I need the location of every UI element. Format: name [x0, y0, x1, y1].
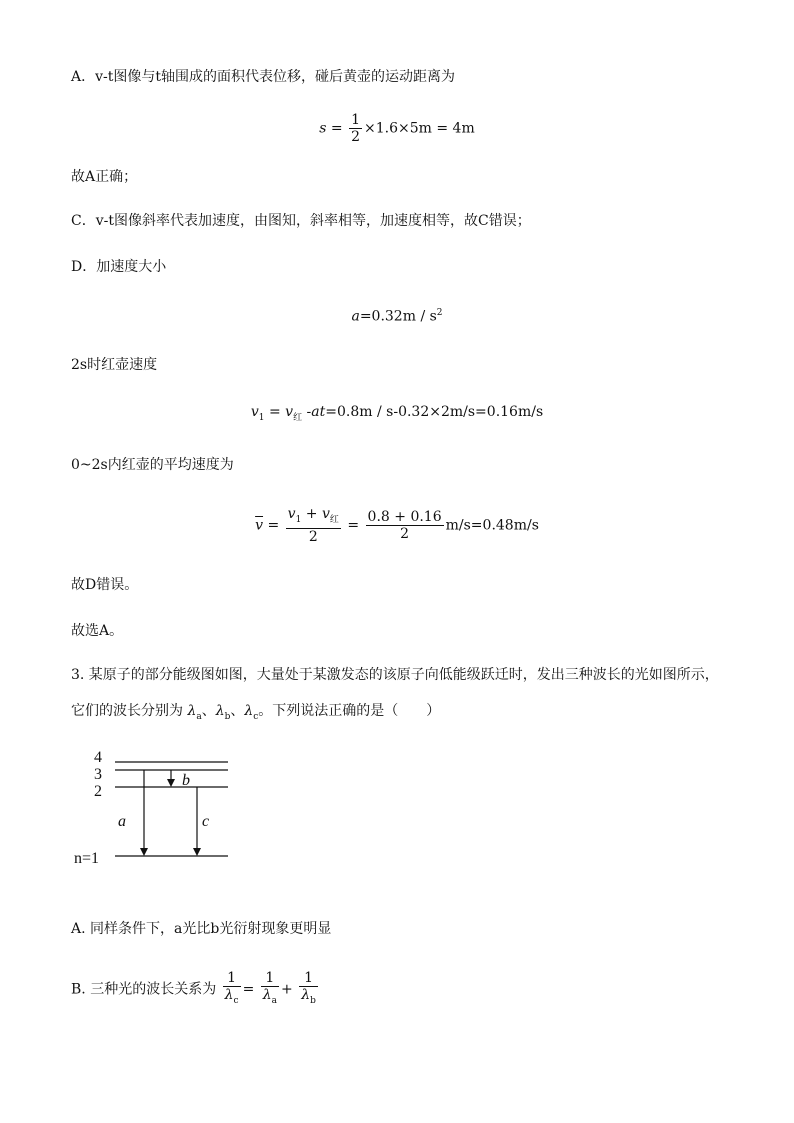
transition-a-label: a: [118, 813, 126, 830]
level-1-label: n=1: [74, 850, 100, 867]
formula-avg-velocity: $\overline{v}$ = $\frac{v_1 + v_红}{2}$ = $\frac{0.8 + 0.16}{2}$ m/s=0.48m/s: [255, 506, 539, 545]
formula-acceleration: $a=0.32m / s^2$: [351, 308, 443, 325]
option-a: A. 同样条件下，a光比b光衍射现象更明显: [71, 921, 332, 937]
avg-velocity-intro: 0~2s内红壶的平均速度为: [71, 457, 234, 473]
energy-level-diagram: [60, 742, 260, 872]
level-2-label: 2: [94, 783, 102, 800]
level-4-label: 4: [94, 749, 102, 766]
option-d-conclusion: 故D错误。: [71, 577, 139, 593]
transition-b-label: b: [182, 772, 190, 789]
option-d-intro: D．加速度大小: [71, 259, 167, 275]
option-c-analysis: C．v-t图像斜率代表加速度，由图知，斜率相等，加速度相等，故C错误；: [71, 213, 531, 229]
answer-line: 故选A。: [71, 623, 124, 639]
red-stone-2s-label: 2s时红壶速度: [71, 357, 158, 373]
transition-c-arrowhead: [193, 848, 201, 856]
option-a-analysis: A．v-t图像与t轴围成的面积代表位移，碰后黄壶的运动距离为: [71, 69, 456, 85]
transition-c-label: c: [202, 813, 210, 830]
transition-a-arrowhead: [140, 848, 148, 856]
transition-b-arrowhead: [167, 779, 175, 787]
formula-v1: $v_1 = v_红$ -at=0.8m / s-0.32×2m/s=0.16m/s: [250, 404, 544, 423]
level-3-label: 3: [94, 766, 102, 783]
question3-stem-line1: 3. 某原子的部分能级图如图，大量处于某激发态的该原子向低能级跃迁时，发出三种波长的光如图所示，: [71, 667, 719, 683]
formula-s: s = $\frac{1}{2}$ ×1.6×5m = 4m: [319, 112, 475, 145]
option-a-conclusion: 故A正确；: [71, 169, 138, 185]
question3-stem-line2: 它们的波长分别为 $\lambda_a$、$\lambda_b$、$\lambda_c$。下列说法正确的是（ ）: [71, 703, 441, 722]
option-b: B. 三种光的波长关系为 $\frac{1}{\lambda_c}$ = $\frac{1}{\lambda_a}$ + $\frac{1}{\lambda_b}$: [71, 970, 316, 1006]
